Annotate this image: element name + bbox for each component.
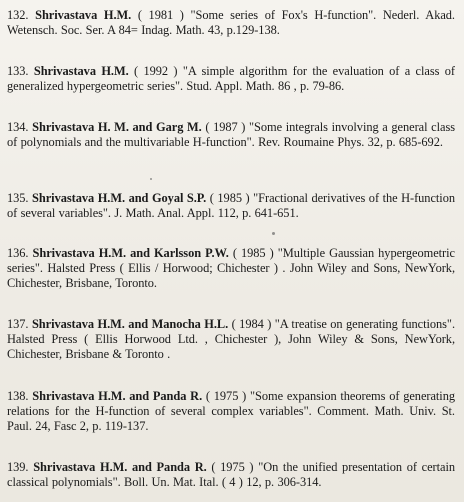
reference-number: 134.: [7, 120, 29, 134]
reference-item-133: [7, 64, 455, 94]
reference-number: 132.: [7, 8, 29, 22]
reference-authors: Shrivastava H.M. and Manocha H.L.: [31, 317, 229, 331]
reference-item-139: [7, 460, 455, 490]
reference-number: 137.: [7, 317, 29, 331]
reference-number: 136.: [7, 246, 29, 260]
reference-item-134: [7, 120, 455, 150]
reference-details: ( 1981 ) "Some series of Fox's H-function". Nederl. Akad. Wetensch. Soc. Ser. A 84= Indag. Math. 43, p.129-138.: [7, 8, 455, 37]
reference-details: ( 1985 ) "Fractional derivatives of the H-function of several variables". J. Math. Anal. Appl. 112, p. 641-651.: [7, 191, 455, 220]
reference-number: 138.: [7, 389, 29, 403]
reference-number: 135.: [7, 191, 29, 205]
reference-item-136: [7, 246, 455, 291]
reference-details: ( 1984 ) "A treatise on generating functions". Halsted Press ( Ellis Horwood Ltd. , Chichester ), John Wiley & Sons, NewYork, Chichester, Brisbane & Toronto .: [7, 317, 455, 361]
reference-details: ( 1975 ) "Some expansion theorems of generating relations for the H-function of several complex variables". Comment. Math. Univ. St. Paul. 24, Fasc 2, p. 119-137.: [7, 389, 455, 433]
reference-details: ( 1987 ) "Some integrals involving a general class of polynomials and the multivariable H-function". Rev. Roumaine Phys. 32, p. 685-692.: [7, 120, 455, 149]
reference-number: 139.: [7, 460, 29, 474]
scan-speck: [150, 178, 152, 180]
reference-authors: Shrivastava H. M. and Garg M.: [32, 120, 202, 134]
reference-authors: Shrivastava H.M.: [35, 8, 132, 22]
reference-authors: Shrivastava H.M. and Karlsson P.W.: [32, 246, 229, 260]
reference-item-132: [7, 8, 455, 38]
reference-authors: Shrivastava H.M. and Goyal S.P.: [32, 191, 207, 205]
reference-details: ( 1985 ) "Multiple Gaussian hypergeometric series". Halsted Press ( Ellis / Horwood; Chichester ) . John Wiley and Sons, NewYork, Chichester, Brisbane, Toronto.: [7, 246, 455, 290]
reference-item-138: [7, 389, 455, 434]
reference-authors: Shrivastava H.M.: [33, 64, 129, 78]
reference-number: 133.: [7, 64, 29, 78]
reference-item-135: [7, 191, 455, 221]
reference-item-137: [7, 317, 455, 362]
scan-speck: [272, 232, 275, 235]
reference-details: ( 1992 ) "A simple algorithm for the evaluation of a class of generalized hypergeometric series". Stud. Appl. Math. 86 , p. 79-86.: [7, 64, 455, 93]
reference-authors: Shrivastava H.M. and Panda R.: [33, 460, 207, 474]
reference-details: ( 1975 ) "On the unified presentation of certain classical polynomials". Boll. Un. Mat. Ital. ( 4 ) 12, p. 306-314.: [7, 460, 455, 489]
reference-authors: Shrivastava H.M. and Panda R.: [32, 389, 203, 403]
